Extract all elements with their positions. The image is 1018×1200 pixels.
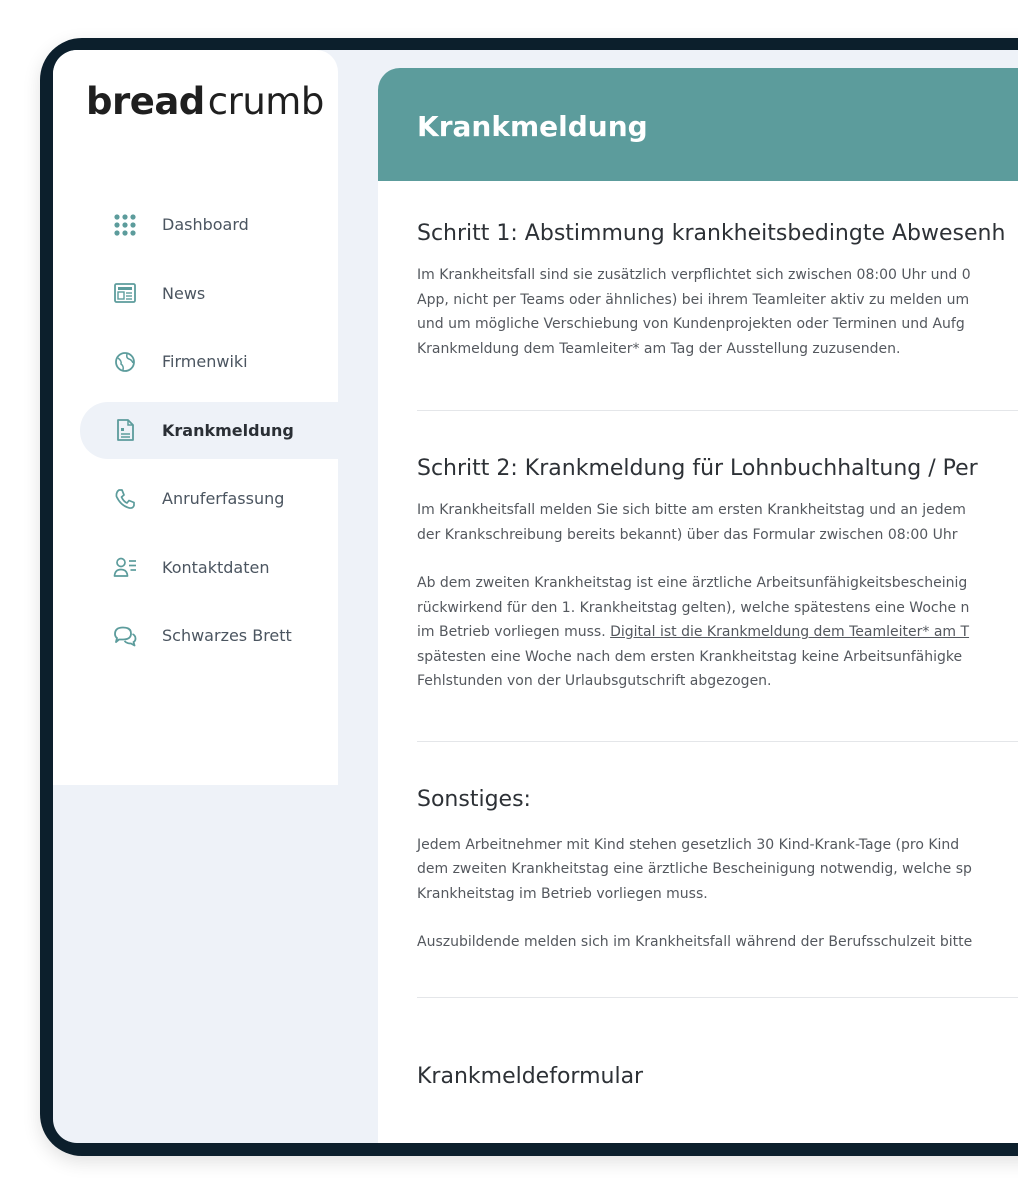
brand-logo[interactable] [86, 80, 324, 123]
form-heading: Krankmeldeformular [417, 1063, 644, 1089]
sidebar-item-label: Firmenwiki [162, 352, 248, 371]
sidebar-item-schwarzes-brett[interactable] [80, 607, 338, 664]
page-title: Krankmeldung [417, 110, 648, 143]
other-text-2: Auszubildende melden sich im Krankheitsfall während der Berufsschulzeit bitte [417, 934, 973, 950]
content-body [378, 221, 1018, 1089]
step2-text-1: Im Krankheitsfall melden Sie sich bitte am ersten Krankheitstag und an jedem der Krankschreibung bereits bekannt) über das Formular zwischen 08:00 Uhr [417, 502, 966, 543]
newspaper-icon [110, 278, 140, 308]
sidebar-item-kontaktdaten[interactable] [80, 539, 338, 596]
sidebar-item-anruferfassung[interactable] [80, 470, 338, 527]
step2-text-2a: Ab dem zweiten Krankheitstag ist eine ärztliche Arbeitsunfähigkeitsbescheinig rückwirkend für den 1. Krankheitstag gelten), welche spätestens eine Woche n im Betrieb vorliegen muss. [417, 575, 970, 640]
step2-text-2b: spätesten eine Woche nach dem ersten Krankheitstag keine Arbeitsunfähigke Fehlstunden von der Urlaubsgutschrift abgezogen. [417, 648, 963, 689]
sidebar-item-label: Kontaktdaten [162, 557, 270, 577]
sidebar-item-label: Schwarzes Brett [162, 626, 292, 645]
sidebar-item-firmenwiki[interactable] [80, 333, 338, 390]
sidebar-item-news[interactable] [80, 265, 338, 322]
section-divider [417, 997, 1018, 998]
other-heading: Sonstiges: [417, 786, 531, 812]
contact-list-icon [110, 552, 140, 582]
chat-bubbles-icon [110, 621, 140, 651]
other-text-1: Jedem Arbeitnehmer mit Kind stehen gesetzlich 30 Kind-Krank-Tage (pro Kind dem zweiten Krankheitstag eine ärztliche Bescheinigung notwendig, welche sp Krankheitstag im Betrieb vorliegen muss. [417, 836, 972, 902]
sidebar-item-label: News [162, 283, 206, 303]
step1-heading: Schritt 1: Abstimmung krankheitsbedingte Abwesenh [417, 221, 1006, 246]
globe-icon [110, 347, 140, 377]
app-screen [53, 50, 1018, 1143]
sidebar-item-label: Krankmeldung [162, 420, 294, 440]
step1-text: Im Krankheitsfall sind sie zusätzlich verpflichtet sich zwischen 08:00 Uhr und 0 App, nicht per Teams oder ähnliches) bei ihrem Teamleiter aktiv zu melden um und um mögliche Verschiebung von Kundenprojekten oder Terminen und Aufg Krankmeldung dem Teamleiter* am Tag der Ausstellung zuzusenden. [417, 267, 971, 357]
section-divider [417, 410, 1018, 411]
section-divider [417, 741, 1018, 742]
step2-digital-link[interactable]: Digital ist die Krankmeldung dem Teamleiter* am T [610, 624, 970, 640]
sidebar-item-label: Anruferfassung [162, 489, 285, 508]
brand-logo-light: crumb [207, 80, 324, 123]
step2-text-2 [417, 571, 1018, 694]
grid-dots-icon [110, 210, 140, 240]
brand-logo-bold: bread [86, 80, 205, 123]
sidebar-item-label: Dashboard [162, 215, 249, 234]
sidebar-item-krankmeldung[interactable] [80, 402, 338, 459]
sidebar-nav [80, 196, 338, 676]
page-header [378, 68, 1018, 181]
document-icon [110, 415, 140, 445]
step2-heading: Schritt 2: Krankmeldung für Lohnbuchhaltung / Per [417, 456, 978, 481]
content-card [378, 68, 1018, 1143]
phone-icon [110, 484, 140, 514]
sidebar-item-dashboard[interactable] [80, 196, 338, 253]
sidebar [53, 50, 338, 785]
